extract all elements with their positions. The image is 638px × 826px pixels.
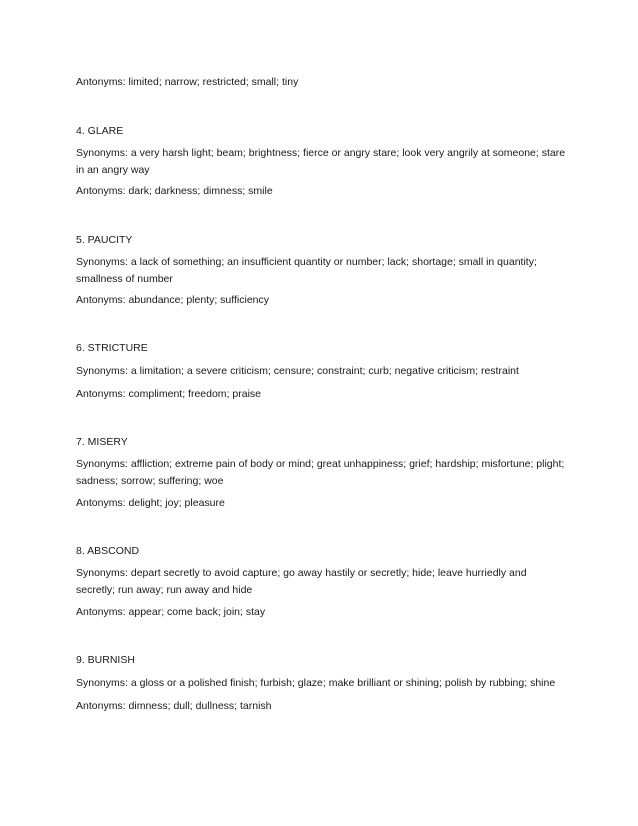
antonyms-3-text: Antonyms: limited; narrow; restricted; small; tiny: [76, 76, 299, 88]
antonyms-9-text: Antonyms: dimness; dull; dullness; tarnish: [76, 700, 272, 712]
entry-8-heading: 8. ABSCOND: [76, 545, 140, 557]
synonyms-4-text: Synonyms: a very harsh light; beam; brightness; fierce or angry stare; look very angrily at someone; stare in an angry way: [76, 147, 566, 176]
entry-7-heading: 7. MISERY: [76, 436, 128, 448]
antonyms-8-text: Antonyms: appear; come back; join; stay: [76, 606, 266, 618]
entry-5-heading: 5. PAUCITY: [76, 234, 133, 246]
entry-6-heading: 6. STRICTURE: [76, 342, 148, 354]
antonyms-4-text: Antonyms: dark; darkness; dimness; smile: [76, 185, 273, 197]
entry-9-heading: 9. BURNISH: [76, 654, 135, 666]
synonyms-6-text: Synonyms: a limitation; a severe criticism; censure; constraint; curb; negative criticism; restraint: [76, 365, 519, 377]
synonyms-7-text: Synonyms: affliction; extreme pain of body or mind; great unhappiness; grief; hardship; misfortune; plight; sadness; sorrow; suffering; woe: [76, 458, 565, 487]
synonyms-5-text: Synonyms: a lack of something; an insufficient quantity or number; lack; shortage; small in quantity; smallness of number: [76, 256, 537, 285]
synonyms-8-text: Synonyms: depart secretly to avoid capture; go away hastily or secretly; hide; leave hurriedly and secretly; run away; run away and hide: [76, 567, 527, 596]
antonyms-7-text: Antonyms: delight; joy; pleasure: [76, 497, 225, 509]
antonyms-5-text: Antonyms: abundance; plenty; sufficiency: [76, 294, 270, 306]
entry-4-heading: 4. GLARE: [76, 125, 124, 137]
synonyms-9-text: Synonyms: a gloss or a polished finish; furbish; glaze; make brilliant or shining; polish by rubbing; shine: [76, 677, 556, 689]
antonyms-6-text: Antonyms: compliment; freedom; praise: [76, 388, 261, 400]
